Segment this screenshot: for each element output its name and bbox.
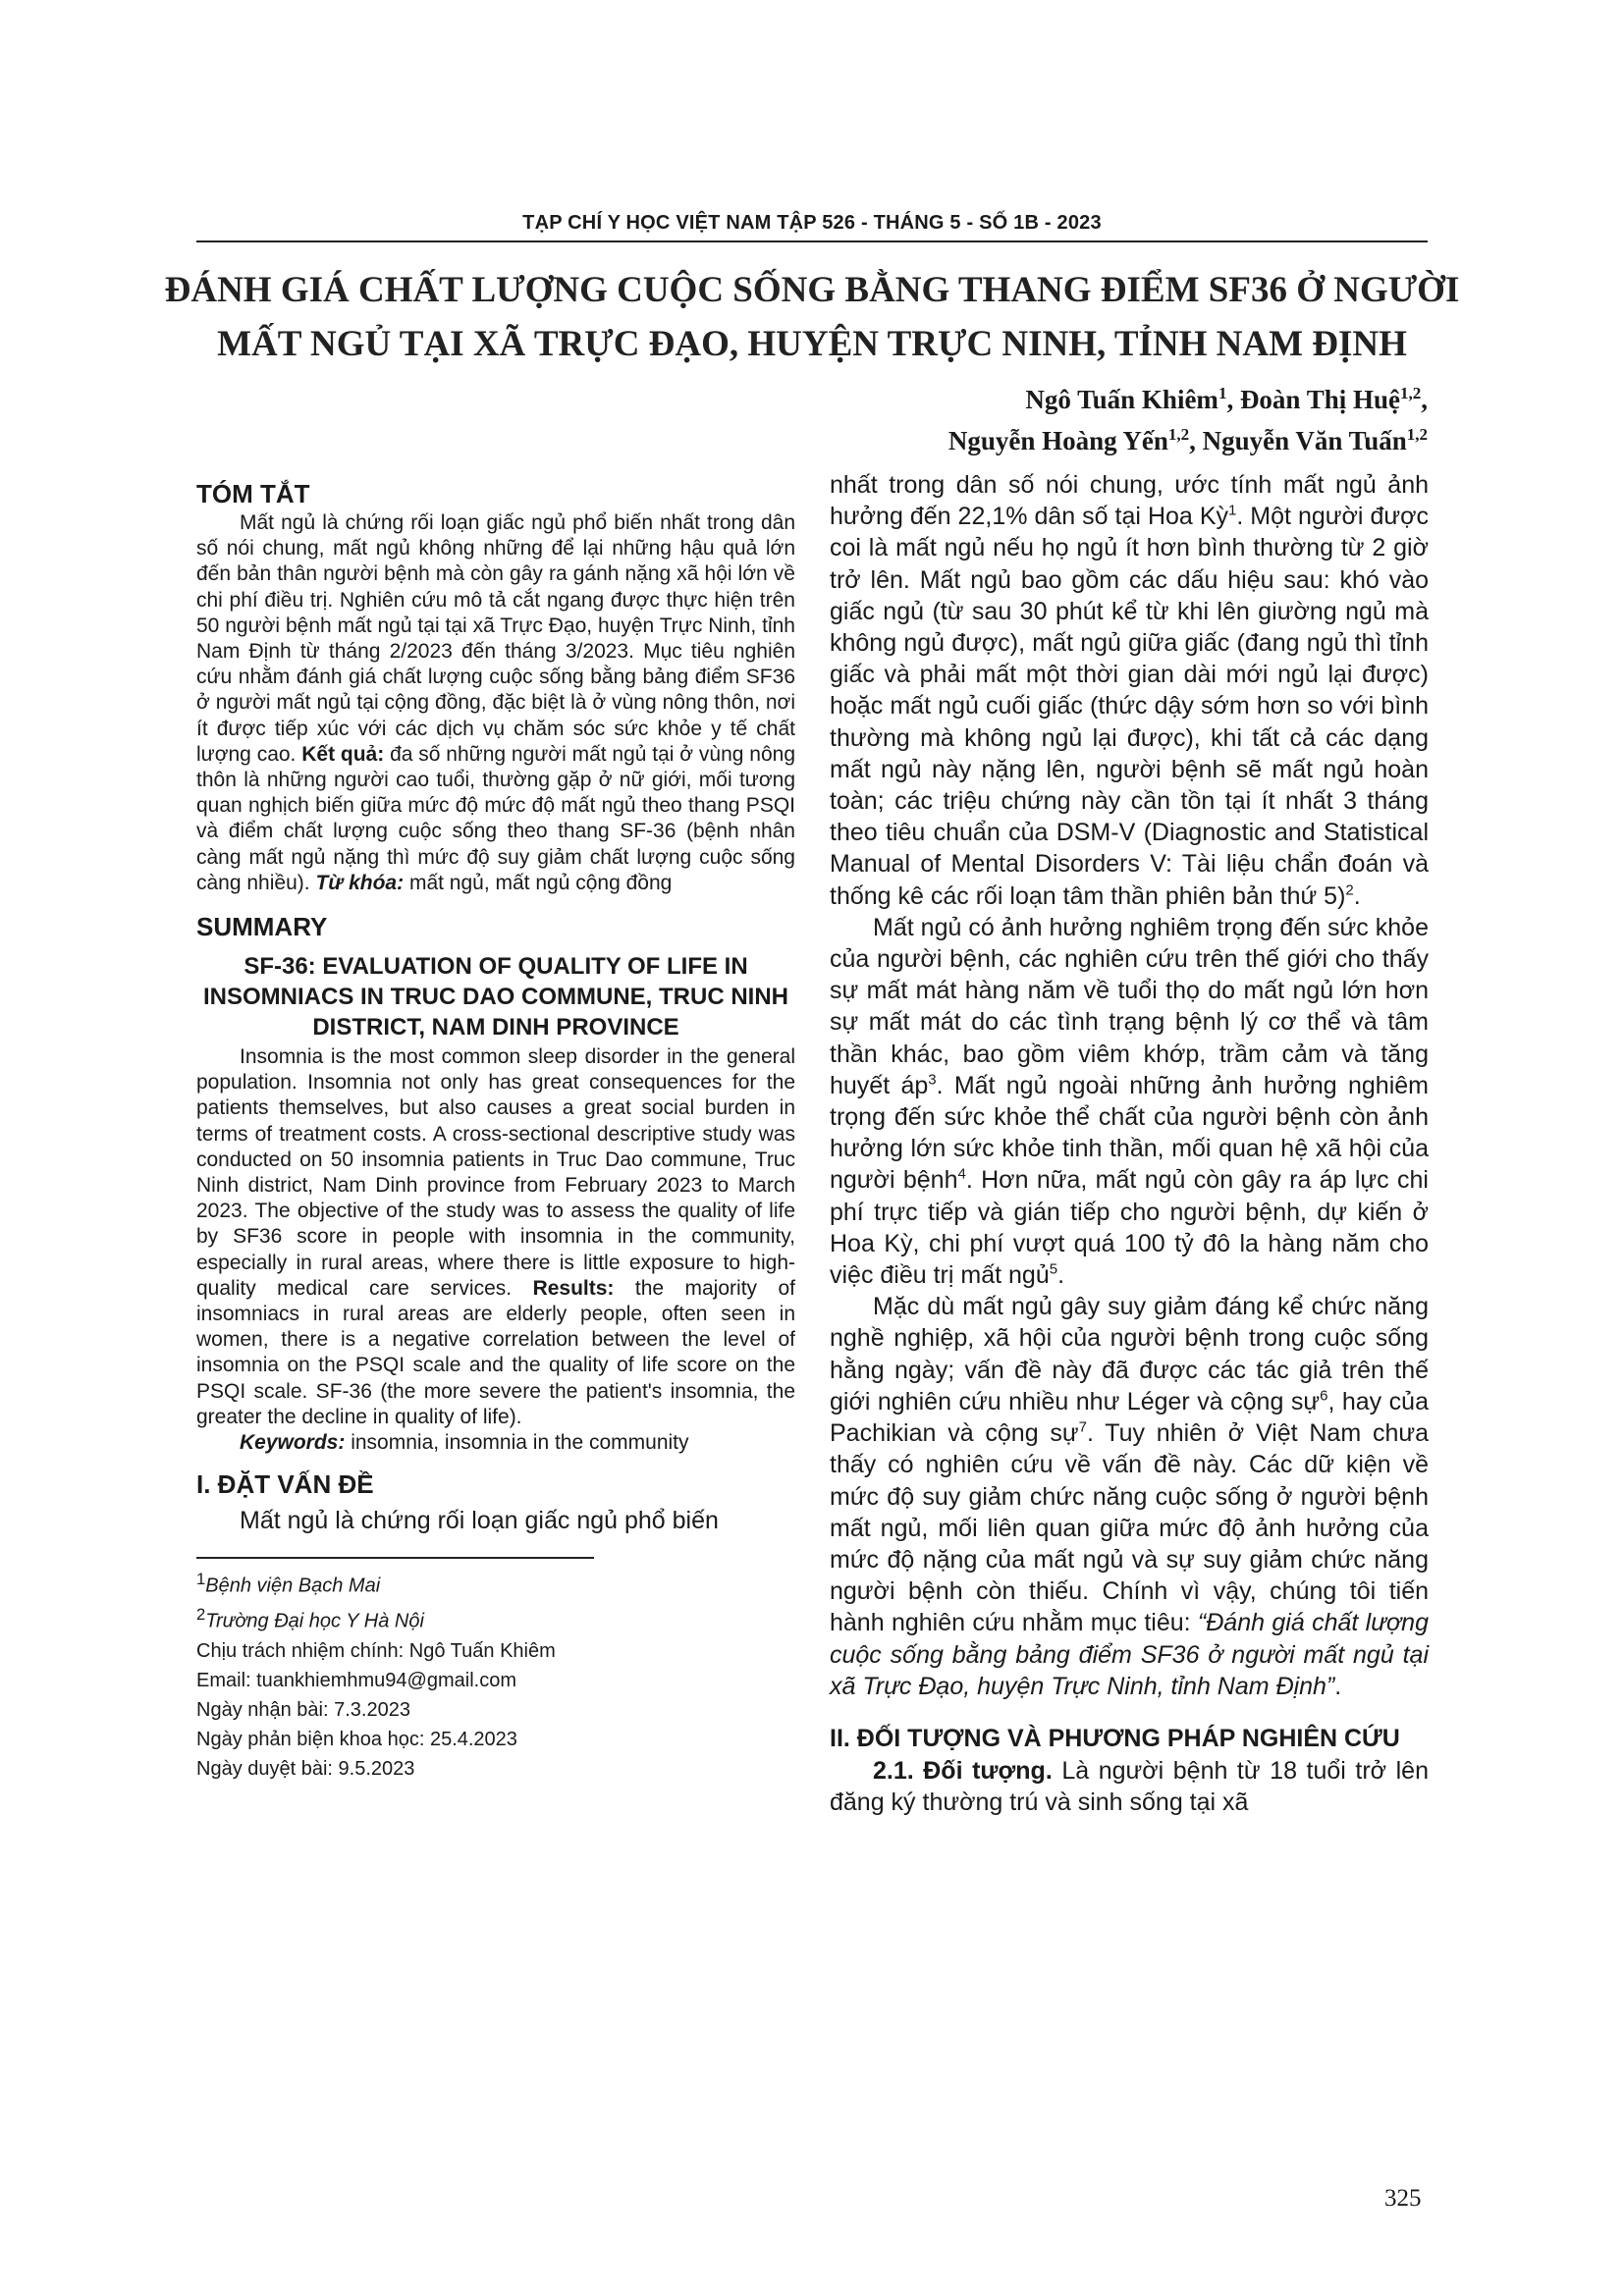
header-rule <box>196 240 1428 242</box>
footnote-rule <box>196 1557 594 1559</box>
citation-mark: 2 <box>1345 881 1354 899</box>
body-text: . Một người được coi là mất ngủ nếu họ ngủ ít hơn bình thường từ 2 giờ trở lên. Mất ngủ bao gồm các dấu hiệu sau: khó vào giấc ngủ (từ sau 30 phút kể từ khi lên giường ngủ mà không ngủ được), mất ngủ giữa giấc (đang ngủ thì tỉnh giấc và phải mất một thời gian dài mới ngủ lại được) hoặc mất ngủ cuối giấc (thức dậy sớm hơn so với bình thường mà không ngủ lại được), khi tất cả các dạng mất ngủ này nặng lên, người bệnh sẽ mất ngủ hoàn toàn; các triệu chứng này cần tồn tại ít nhất 3 tháng theo tiêu chuẩn của DSM-V (Diagnostic and Statistical Manual of Mental Disorders V: Tài liệu chẩn đoán và thống kê các rối loạn tâm thần phiên bản thứ 5) <box>830 503 1429 910</box>
abstract-vi-results: đa số những người mất ngủ tại ở vùng nông thôn là những người cao tuổi, thường gặp ở nữ giới, mối tương quan nghịch biến giữa mức độ mức độ mất ngủ theo thang PSQI và điểm chất lượng cuộc sống theo thang SF-36 (bệnh nhân càng mất ngủ nặng thì mức độ suy giảm chất lượng cuộc sống càng nhiều). <box>196 742 796 894</box>
abstract-vi-heading: TÓM TẮT <box>196 479 310 508</box>
author-affiliation-mark: 1,2 <box>1406 425 1428 444</box>
footnote-affiliation-1 <box>196 1565 795 1601</box>
summary-results: the majority of insomniacs in rural areas are elderly people, often seen in women, there is a negative correlation between the level of insomnia on the PSQI scale and the quality of life score on the PSQI scale. SF-36 (the more severe the patient's insomnia, the greater the decline in quality of life). <box>196 1276 795 1428</box>
abstract-vi-text <box>196 510 795 896</box>
citation-mark: 6 <box>1320 1387 1328 1405</box>
study-objective: “Đánh giá chất lượng cuộc sống bằng bảng điểm SF36 ở người mất ngủ tại xã Trực Đạo, huyện Trực Ninh, tỉnh Nam Định” <box>830 1609 1429 1700</box>
page-number: 325 <box>1384 2185 1422 2212</box>
author-name: Nguyễn Hoàng Yến <box>947 426 1168 455</box>
author-line-2: Nguyễn Hoàng Yến$^{1,2}$, Nguyễn Văn Tuấn$^{1,2}$ <box>947 425 1428 455</box>
author-name: Ngô Tuấn Khiêm <box>1025 385 1218 414</box>
body-text: . Mất ngủ ngoài những ảnh hưởng nghiêm trọng đến sức khỏe thể chất của người bệnh còn ảnh hưởng lớn sức khỏe tinh thần, mối quan hệ xã hội của người bệnh <box>830 1071 1429 1195</box>
title-line-2: MẤT NGỦ TẠI XÃ TRỰC ĐẠO, HUYỆN TRỰC NINH, TỈNH NAM ĐỊNH <box>217 324 1407 364</box>
section-1-paragraph-2 <box>830 912 1429 1291</box>
author-affiliation-mark: 1,2 <box>1400 384 1422 402</box>
footnote-received: Ngày nhận bài: 7.3.2023 <box>196 1698 410 1721</box>
footnote-affiliation-text: Trường Đại học Y Hà Nội <box>205 1610 424 1632</box>
section-2-1-paragraph <box>830 1755 1429 1818</box>
summary-body: Insomnia is the most common sleep disorder in the general population. Insomnia not only has great consequences for the patients themselves, but also causes a great social burden in terms of treatment costs. A cross-sectional descriptive study was conducted on 50 insomnia patients in Truc Dao commune, Truc Ninh district, Nam Dinh province from February 2023 to March 2023. The objective of the study was to assess the quality of life by SF36 score in people with insomnia in the community, especially in rural areas, where there is little exposure to high-quality medical care services. <box>196 1045 795 1300</box>
section-1-paragraph-3 <box>830 1291 1429 1702</box>
body-text: , hay của Pachikian và cộng sự <box>830 1387 1429 1448</box>
author-affiliation-mark: 1 <box>1218 384 1227 402</box>
summary-keywords: insomnia, insomnia in the community <box>351 1431 689 1455</box>
abstract-vi-keywords: mất ngủ, mất ngủ cộng đồng <box>408 871 673 894</box>
body-text: Mặc dù mất ngủ gây suy giảm đáng kể chức năng nghề nghiệp, xã hội của người bệnh trong cuộc sống hằng ngày; vấn đề này đã được các tác giả trên thế giới nghiên cứu nhiều như Léger và cộng sự <box>830 1293 1429 1415</box>
footnote-mark: 1 <box>196 1569 206 1588</box>
section-2-heading: II. ĐỐI TƯỢNG VÀ PHƯƠNG PHÁP NGHIÊN CỨU <box>830 1724 1400 1752</box>
citation-mark: 1 <box>1228 502 1237 519</box>
footnote-email: Email: tuankhiemhmu94@gmail.com <box>196 1669 516 1691</box>
body-text: . <box>1057 1261 1065 1290</box>
footnotes <box>196 1565 795 1784</box>
footnote-affiliation-text: Bệnh viện Bạch Mai <box>205 1575 381 1597</box>
citation-mark: 4 <box>957 1166 966 1184</box>
footnote-approved: Ngày duyệt bài: 9.5.2023 <box>196 1757 415 1780</box>
author-affiliation-mark: 1,2 <box>1167 425 1190 444</box>
body-text: Là người bệnh từ 18 tuổi trở lên đăng ký thường trú và sinh sống tại xã <box>830 1756 1429 1817</box>
author-list <box>642 379 1428 461</box>
section-1-paragraph-1 <box>830 469 1429 912</box>
author-line-1: Ngô Tuấn Khiêm$^1$, Đoàn Thị Huệ$^{1,2}$, <box>1025 384 1428 414</box>
summary-keywords-line <box>196 1430 795 1456</box>
citation-mark: 5 <box>1049 1260 1058 1278</box>
journal-header: TẠP CHÍ Y HỌC VIỆT NAM TẬP 526 - THÁNG 5 - SỐ 1B - 2023 <box>522 212 1102 234</box>
summary-results-label: Results: <box>532 1276 615 1300</box>
summary-text <box>196 1044 795 1430</box>
body-text: . <box>1353 881 1361 910</box>
abstract-vi-body: Mất ngủ là chứng rối loạn giấc ngủ phổ biến nhất trong dân số nói chung, mất ngủ không những để lại những hậu quả lớn đến bản thân người bệnh mà còn gây ra gánh nặng xã hội lớn về chi phí điều trị. Nghiên cứu mô tả cắt ngang được thực hiện trên 50 người bệnh mất ngủ tại tại xã Trực Đạo, huyện Trực Ninh, tỉnh Nam Định từ tháng 2/2023 đến tháng 3/2023. Mục tiêu nghiên cứu nhằm đánh giá chất lượng cuộc sống bằng bảng điểm SF36 ở người mất ngủ tại cộng đồng, đặc biệt là ở vùng nông thôn, nơi ít được tiếp xúc với các dịch vụ chăm sóc sức khỏe y tế chất lượng cao. <box>196 511 795 766</box>
body-text: Mất ngủ có ảnh hưởng nghiêm trọng đến sức khỏe của người bệnh, các nghiên cứu trên thế giới cho thấy sự mất mát hàng năm về tuổi thọ do mất ngủ lớn hơn sự mất mát do các tình trạng bệnh lý cơ thể và tâm thần khác, bao gồm viêm khớp, trầm cảm và tăng huyết áp <box>830 913 1429 1099</box>
left-column <box>196 469 795 1784</box>
summary-title: SF-36: EVALUATION OF QUALITY OF LIFE IN INSOMNIACS IN TRUC DAO COMMUNE, TRUC NINH DISTRICT, NAM DINH PROVINCE <box>203 953 788 1041</box>
citation-mark: 3 <box>928 1071 937 1089</box>
right-column <box>830 469 1429 1818</box>
author-name: Nguyễn Văn Tuấn <box>1202 426 1407 455</box>
title-line-1: ĐÁNH GIÁ CHẤT LƯỢNG CUỘC SỐNG BẰNG THANG ĐIỂM SF36 Ở NGƯỜI <box>164 270 1460 310</box>
citation-mark: 7 <box>1078 1418 1087 1436</box>
abstract-vi-keywords-label: Từ khóa: <box>315 871 405 894</box>
body-text: nhất trong dân số nói chung, ước tính mất ngủ ảnh hưởng đến 22,1% dân số tại Hoa Kỳ <box>830 471 1429 531</box>
summary-heading: SUMMARY <box>196 912 328 942</box>
subsection-label: 2.1. Đối tượng. <box>873 1756 1053 1785</box>
body-text: . <box>1334 1672 1342 1700</box>
article-title <box>147 263 1477 371</box>
section-1-paragraph-start: Mất ngủ là chứng rối loạn giấc ngủ phổ biến <box>240 1507 719 1535</box>
footnote-reviewed: Ngày phản biện khoa học: 25.4.2023 <box>196 1728 517 1750</box>
section-1-heading: I. ĐẶT VẤN ĐỀ <box>196 1469 374 1500</box>
body-text: . Tuy nhiên ở Việt Nam chưa thấy có nghiên cứu về vấn đề này. Các dữ kiện về mức độ suy giảm chức năng cuộc sống ở người bệnh mất ngủ, mối liên quan giữa mức độ ảnh hưởng của mức độ nặng của mất ngủ và sự suy giảm chức năng người bệnh còn thiếu. Chính vì vậy, chúng tôi tiến hành nghiên cứu nhằm mục tiêu: <box>830 1419 1430 1637</box>
author-name: Đoàn Thị Huệ <box>1239 385 1400 414</box>
body-text: . Hơn nữa, mất ngủ còn gây ra áp lực chi phí trực tiếp và gián tiếp cho người bệnh, dự kiến ở Hoa Kỳ, chi phí vượt quá 100 tỷ đô la hàng năm cho việc điều trị mất ngủ <box>830 1166 1429 1290</box>
footnote-mark: 2 <box>196 1605 206 1625</box>
footnote-responsible: Chịu trách nhiệm chính: Ngô Tuấn Khiêm <box>196 1639 556 1662</box>
summary-keywords-label: Keywords: <box>240 1431 346 1455</box>
footnote-affiliation-2 <box>196 1600 795 1636</box>
abstract-vi-results-label: Kết quả: <box>301 742 385 766</box>
